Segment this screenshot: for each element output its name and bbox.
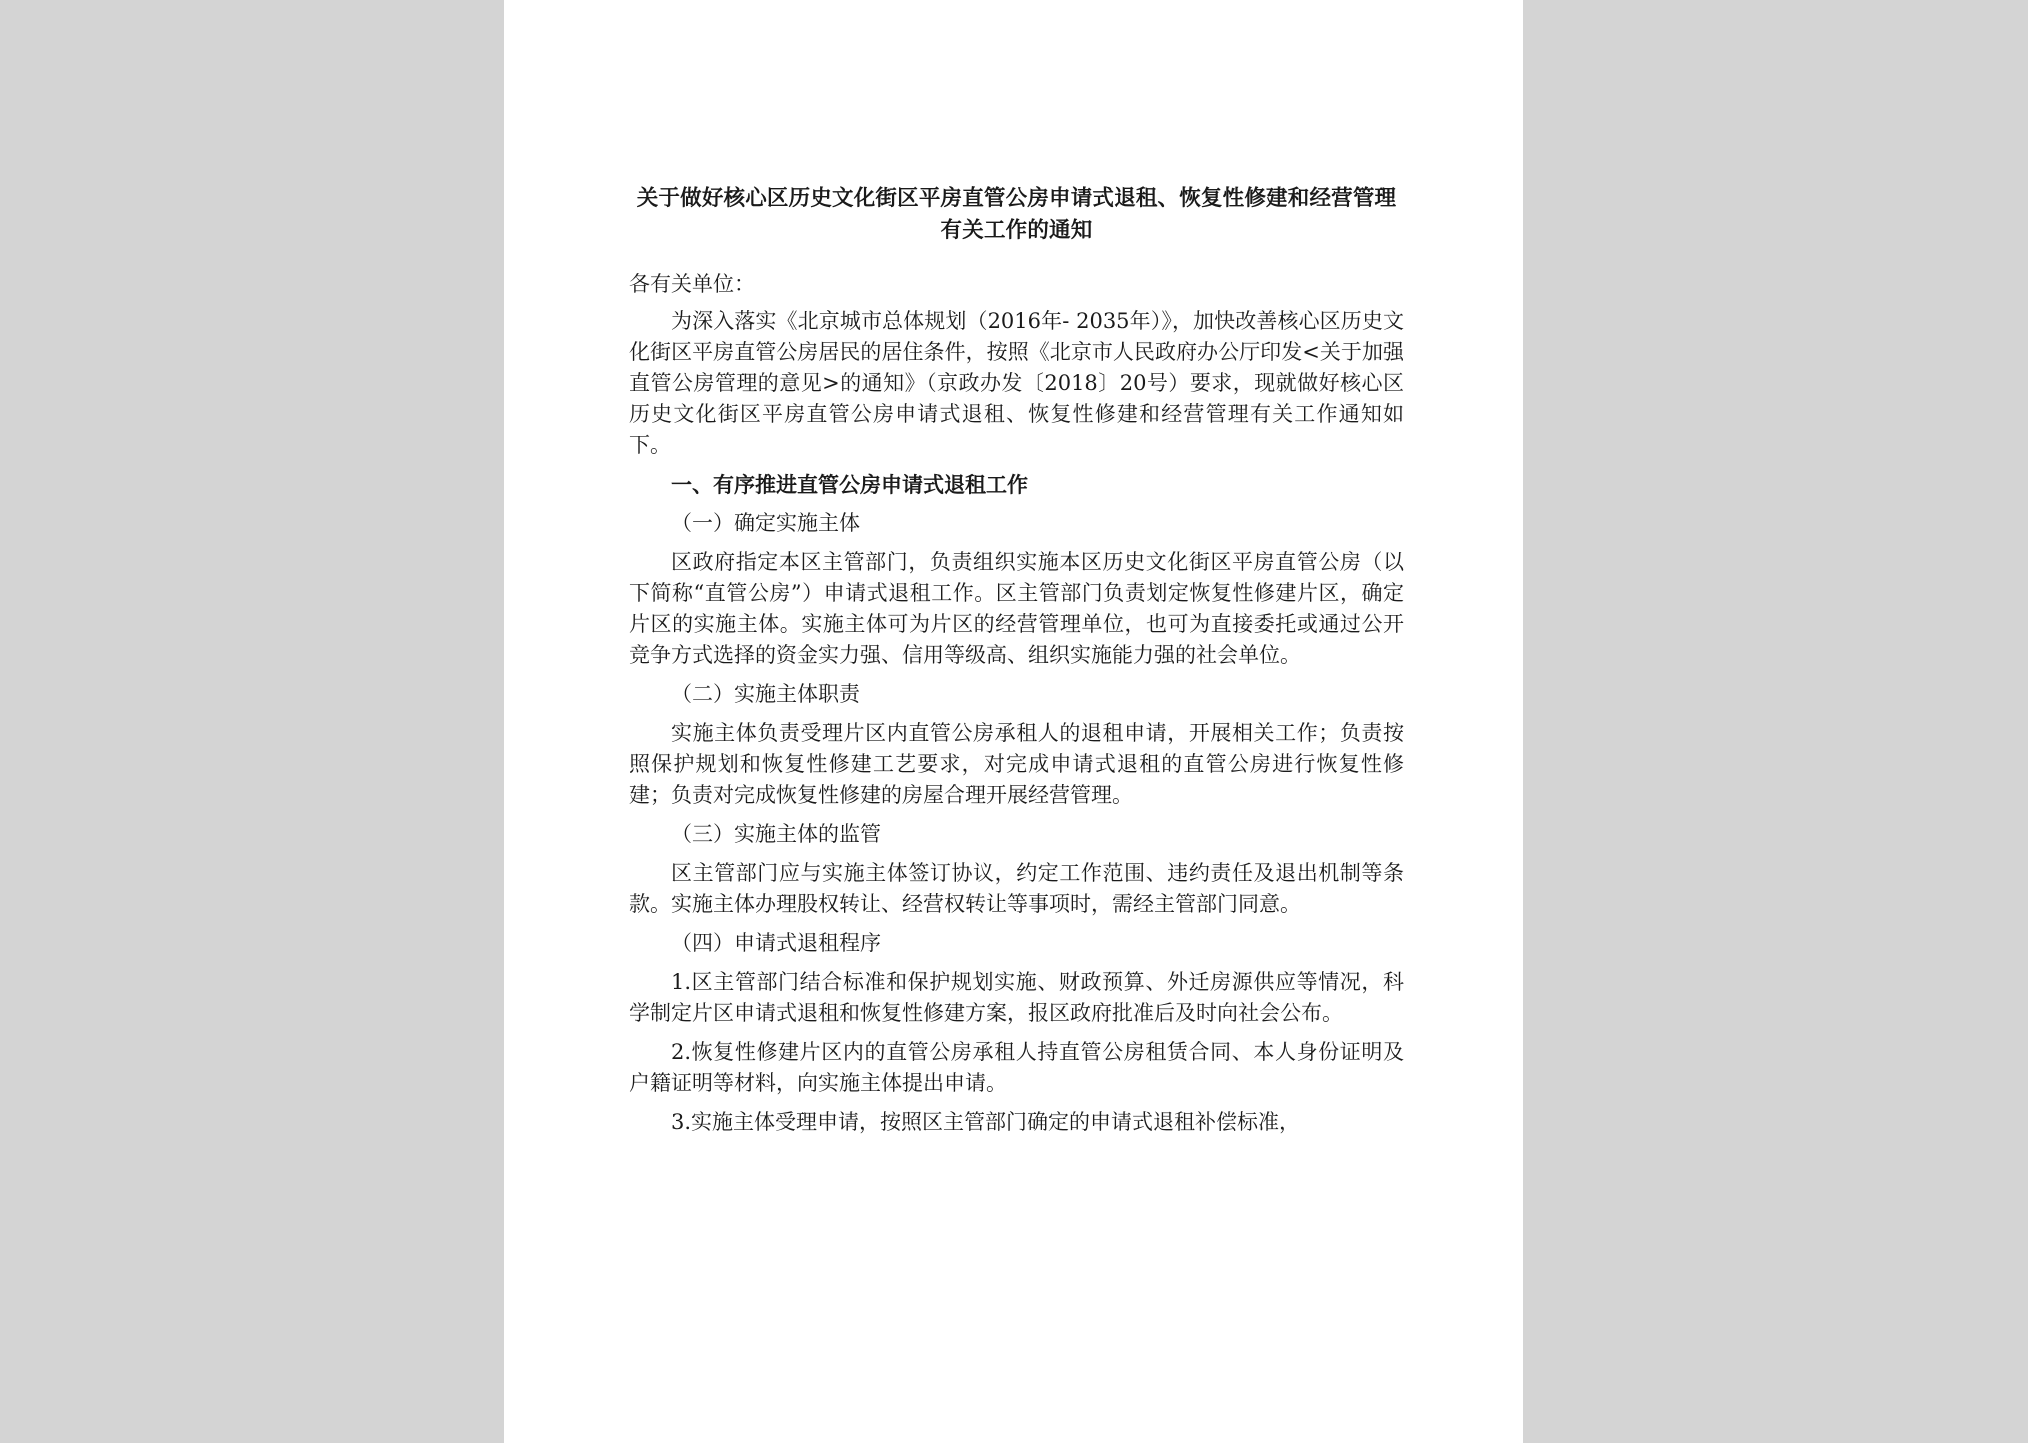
- list-item-1: 1.区主管部门结合标准和保护规划实施、财政预算、外迁房源供应等情况，科学制定片区申请式退租和恢复性修建方案，报区政府批准后及时向社会公布。: [629, 970, 1404, 1025]
- subsection-1-body: 区政府指定本区主管部门，负责组织实施本区历史文化街区平房直管公房（以下简称“直管公房”）申请式退租工作。区主管部门负责划定恢复性修建片区，确定片区的实施主体。实施主体可为片区的经营管理单位，也可为直接委托或通过公开竞争方式选择的资金实力强、信用等级高、组织实施能力强的社会单位。: [629, 550, 1404, 667]
- list-item-3: 3.实施主体受理申请，按照区主管部门确定的申请式退租补偿标准，: [671, 1110, 1301, 1134]
- subsection-4-heading: （四）申请式退租程序: [671, 931, 881, 955]
- list-item-2: 2.恢复性修建片区内的直管公房承租人持直管公房租赁合同、本人身份证明及户籍证明等材料，向实施主体提出申请。: [629, 1040, 1404, 1095]
- subsection-3-heading: （三）实施主体的监管: [671, 822, 881, 846]
- document-page: [504, 0, 1523, 1443]
- subsection-2-heading: （二）实施主体职责: [671, 682, 860, 706]
- document-title: 关于做好核心区历史文化街区平房直管公房申请式退租、恢复性修建和经营管理有关工作的通知: [636, 186, 1397, 243]
- page-content: [629, 183, 1404, 1146]
- section-1-heading: 一、有序推进直管公房申请式退租工作: [671, 472, 1028, 497]
- subsection-3-body: 区主管部门应与实施主体签订协议，约定工作范围、违约责任及退出机制等条款。实施主体办理股权转让、经营权转让等事项时，需经主管部门同意。: [629, 861, 1404, 916]
- intro-paragraph: 为深入落实《北京城市总体规划（2016年- 2035年）》，加快改善核心区历史文化街区平房直管公房居民的居住条件，按照《北京市人民政府办公厅印发<关于加强直管公房管理的意见>的通知》（京政办发〔2018〕20号）要求，现就做好核心区历史文化街区平房直管公房申请式退租、恢复性修建和经营管理有关工作通知如下。: [629, 309, 1404, 457]
- subsection-2-body: 实施主体负责受理片区内直管公房承租人的退租申请，开展相关工作；负责按照保护规划和恢复性修建工艺要求，对完成申请式退租的直管公房进行恢复性修建；负责对完成恢复性修建的房屋合理开展经营管理。: [629, 721, 1404, 807]
- salutation: 各有关单位：: [629, 272, 755, 296]
- subsection-1-heading: （一）确定实施主体: [671, 511, 860, 535]
